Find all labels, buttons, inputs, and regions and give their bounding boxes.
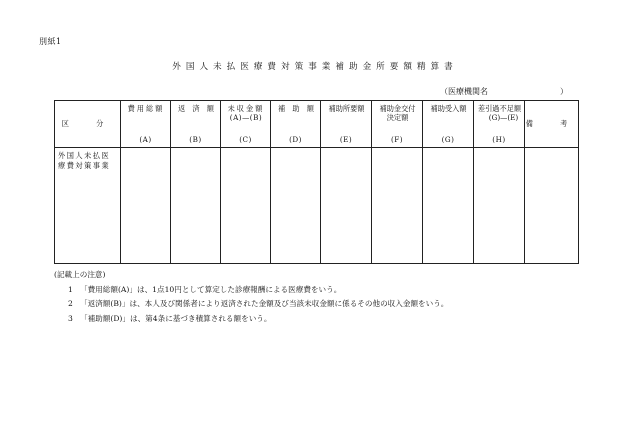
settlement-table (54, 100, 579, 264)
note-number: 2 (68, 299, 73, 308)
header-subsidy-amount: 補 助 額 (D) (271, 101, 321, 148)
note-text: 「費用総額(A)」は、1点10円として算定した診療報酬による医療費をいう。 (80, 284, 342, 294)
cell-subsidy-amount (271, 148, 321, 264)
notes-section (54, 268, 448, 326)
cell-unpaid-amount (221, 148, 271, 264)
institution-name-label: （医療機関名 (440, 87, 488, 96)
header-net-difference: 差引過不足額 (G)—(E) (H) (474, 101, 525, 148)
cell-required-subsidy (321, 148, 372, 264)
header-total-cost: 費用総額 (A) (121, 101, 171, 148)
form-number: 別紙1 (39, 37, 62, 46)
header-required-subsidy: 補助所要額 (E) (321, 101, 372, 148)
cell-remarks (525, 148, 579, 264)
cell-net-difference (474, 148, 525, 264)
note-text: 「補助額(D)」は、第4条に基づき積算される額をいう。 (80, 313, 272, 323)
institution-name-line (440, 86, 568, 97)
note-item (54, 283, 448, 298)
note-item (54, 297, 448, 312)
notes-heading: (記載上の注意) (54, 270, 106, 279)
header-received-subsidy: 補助受入額 (G) (423, 101, 474, 148)
note-number: 1 (68, 284, 73, 294)
header-repayment: 返 済 額 (B) (171, 101, 221, 148)
cell-decided-grant (372, 148, 423, 264)
table-header-row (55, 101, 579, 148)
document-title: 外国人未払医療費対策事業補助金所要額精算書 (172, 62, 458, 72)
note-item (54, 312, 448, 327)
cell-received-subsidy (423, 148, 474, 264)
table-row (55, 148, 579, 264)
cell-repayment (171, 148, 221, 264)
note-text: 「返済額(B)」は、本人及び関係者により返済された金額及び当該未収金額に係るその他の収入金額をいう。 (80, 299, 449, 308)
cell-total-cost (121, 148, 171, 264)
header-unpaid-amount: 未収金額 (A)—(B) (C) (221, 101, 271, 148)
note-number: 3 (68, 313, 73, 323)
row-label-foreign-unpaid: 外国人未払医 療費対策事業 (55, 148, 121, 264)
header-division: 区 分 (55, 101, 121, 148)
header-remarks: 備 考 (525, 101, 579, 148)
header-decided-grant: 補助金交付 決定額 (F) (372, 101, 423, 148)
institution-name-close: ） (560, 87, 568, 96)
